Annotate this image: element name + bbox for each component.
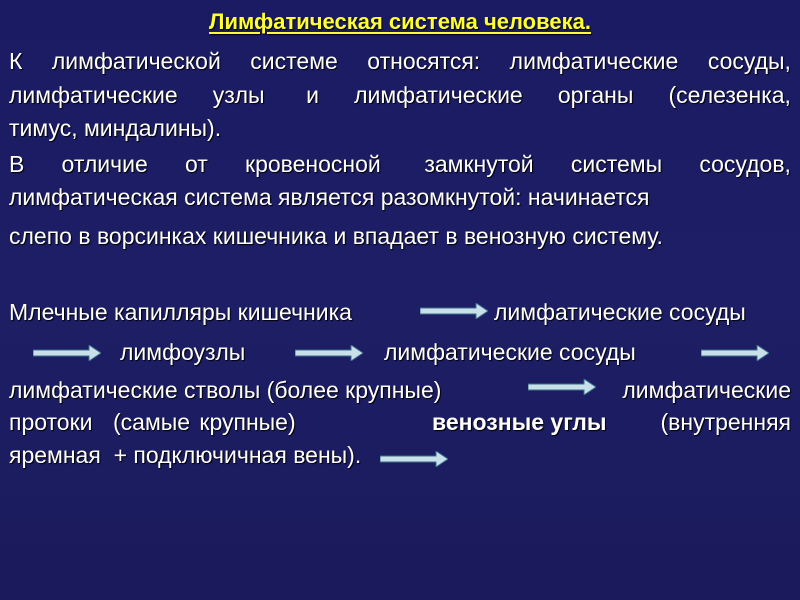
flow-step7-line2: яремная + подключичная вены).	[9, 442, 362, 468]
word: К	[9, 48, 23, 74]
word: лимфатические	[354, 82, 523, 108]
word: (селезенка,	[668, 82, 791, 108]
flow-step6b-word: (самые	[113, 409, 191, 435]
paragraph2-line3: слепо в ворсинках кишечника и впадает в венозную систему.	[9, 223, 663, 249]
word: сосуды,	[707, 48, 791, 74]
arrow-right-icon	[701, 345, 769, 359]
flow-step7-rest: (внутренняя	[660, 409, 791, 435]
word: отличие	[61, 151, 148, 177]
flow-step1: Млечные капилляры кишечника	[9, 299, 352, 325]
word: лимфатической	[51, 48, 221, 74]
word: узлы	[212, 82, 265, 108]
arrow-right-icon	[420, 303, 488, 317]
flow-step3: лимфоузлы	[120, 339, 246, 365]
arrow-right-icon	[342, 419, 412, 433]
word: и	[299, 82, 319, 108]
slide-title: Лимфатическая система человека.	[209, 9, 591, 34]
paragraph1-line3: тимус, миндалины).	[9, 115, 222, 141]
arrow-right-icon	[528, 379, 596, 393]
word: В	[9, 151, 25, 177]
arrow-right-icon	[295, 345, 363, 359]
flow-step4: лимфатические сосуды	[384, 339, 636, 365]
flow-step7-bold: венозные углы	[432, 409, 607, 435]
word: от	[184, 151, 208, 177]
word: относятся:	[367, 48, 481, 74]
word: замкнутой	[417, 151, 534, 177]
word: лимфатические	[9, 82, 178, 108]
word: системы	[570, 151, 663, 177]
word: лимфатические	[509, 48, 679, 74]
flow-step6: лимфатические	[622, 377, 791, 403]
paragraph1-line1	[9, 48, 791, 75]
word: системе	[250, 48, 338, 74]
flow-step5: лимфатические стволы (более крупные)	[9, 377, 442, 403]
flow-step6b-word: крупные)	[193, 409, 296, 435]
flow-step6b-word: протоки	[9, 409, 93, 435]
flow-line4	[9, 409, 791, 600]
word: органы	[557, 82, 634, 108]
paragraph2-line1	[9, 151, 791, 178]
flow-step2: лимфатические сосуды	[494, 299, 746, 325]
paragraph1-line2	[9, 82, 791, 109]
word: кровеносной	[245, 151, 381, 177]
paragraph2-line2: лимфатическая система является разомкнутой: начинается	[9, 184, 650, 210]
arrow-right-icon	[33, 345, 101, 359]
word: сосудов,	[699, 151, 791, 177]
